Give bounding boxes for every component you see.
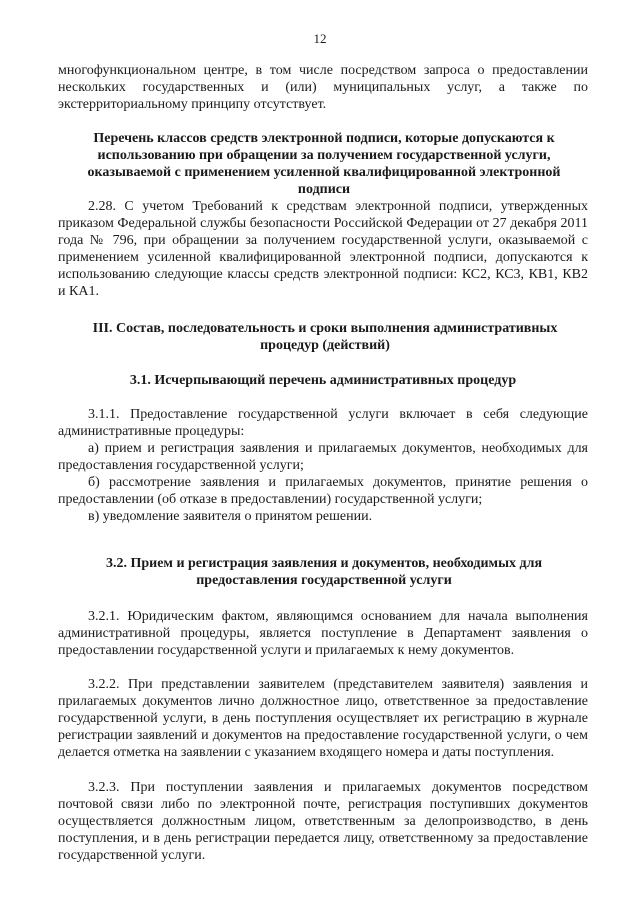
- heading-3-1: 3.1. Исчерпывающий перечень административных процедур: [129, 373, 517, 388]
- heading-3-2: 3.2. Прием и регистрация заявления и документов, необходимых для предоставления государственной услуги: [105, 556, 543, 588]
- paragraph-3-1-1: 3.1.1. Предоставление государственной услуги включает в себя следующие административные процедуры:: [58, 407, 588, 439]
- list-item-a: а) прием и регистрация заявления и прилагаемых документов, необходимых для предоставления государственной услуги;: [58, 441, 588, 473]
- paragraph-2-28: 2.28. С учетом Требований к средствам электронной подписи, утвержденных приказом Федеральной службы безопасности Российской Федерации от 27 декабря 2011 года № 796, при обращении за получением государственной услуги, оказываемой с применением усиленной квалифицированной электронной подписи, допускаются к использованию следующие классы средств электронной подписи: КС2, КС3, КВ1, КВ2 и КА1.: [58, 199, 588, 299]
- page-number: 12: [313, 31, 327, 46]
- paragraph-3-2-3: 3.2.3. При поступлении заявления и прилагаемых документов посредством почтовой связи либо по электронной почте, регистрация поступивших документов осуществляется должностным лицом, ответственным за делопроизводство, в день поступления, и в день регистрации передается лицу, ответственному за предоставление государственной услуги.: [58, 780, 588, 863]
- list-item-c: в) уведомление заявителя о принятом решении.: [88, 509, 373, 524]
- paragraph-3-2-2: 3.2.2. При представлении заявителем (представителем заявителя) заявления и прилагаемых документов лично должностное лицо, ответственное за предоставление государственной услуги, в день поступления осуществляет их регистрацию в журнале регистрации заявлений и документов на предоставление государственной услуги, о чем делается отметка на заявлении с указанием входящего номера и даты поступления.: [58, 677, 588, 760]
- paragraph-3-2-1: 3.2.1. Юридическим фактом, являющимся основанием для начала выполнения административной процедуры, является поступление в Департамент заявления о предоставлении государственной услуги и прилагаемых к нему документов.: [58, 609, 588, 658]
- paragraph-intro: многофункциональном центре, в том числе посредством запроса о предоставлении нескольких государственных и (или) муниципальных услуг, а также по экстерриториальному принципу отсутствует.: [58, 63, 588, 112]
- heading-section-3: III. Состав, последовательность и сроки выполнения административных процедур (действий): [92, 321, 558, 353]
- list-item-b: б) рассмотрение заявления и прилагаемых документов, принятие решения о предоставлении (об отказе в предоставлении) государственной услуги;: [58, 475, 588, 507]
- heading-signature-classes: Перечень классов средств электронной подписи, которые допускаются к использованию при обращении за получением государственной услуги, оказываемой с применением усиленной квалифицированной электронной подписи: [87, 131, 561, 197]
